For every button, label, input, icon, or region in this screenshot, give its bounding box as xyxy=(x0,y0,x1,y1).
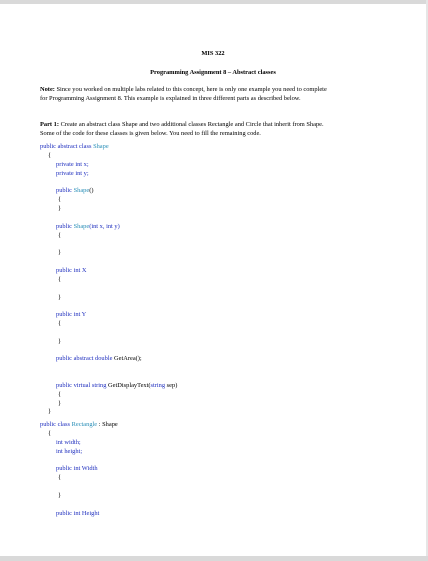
note-paragraph xyxy=(40,86,327,94)
note-line-1: Since you worked on multiple labs related to this concept, here is only one example you need to complete xyxy=(54,86,327,93)
open-brace: { xyxy=(58,391,62,398)
document-page xyxy=(0,4,426,556)
part1-line-1: Create an abstract class Shape and two additional classes Rectangle and Circle that inherit from Shape. xyxy=(59,121,324,128)
method-name: GetArea(); xyxy=(114,355,142,362)
part1-label: Part 1: xyxy=(40,121,59,128)
params: (int x, int y) xyxy=(89,223,120,230)
open-brace: { xyxy=(58,276,62,283)
constructor-params xyxy=(56,223,120,231)
keyword: public abstract double xyxy=(56,355,115,362)
param-type: string xyxy=(150,382,166,389)
property-height: public int Height xyxy=(56,510,100,517)
close-brace: } xyxy=(58,400,62,407)
rectangle-class-declaration xyxy=(40,421,118,429)
assignment-title: Programming Assignment 8 – Abstract classes xyxy=(150,69,276,76)
class-name: Rectangle xyxy=(71,421,98,428)
keyword: public xyxy=(56,187,74,194)
open-brace: { xyxy=(58,474,62,481)
open-brace: { xyxy=(48,430,52,437)
field-x: private int x; xyxy=(56,161,89,168)
field-width: int width; xyxy=(56,439,81,446)
keyword: public virtual string xyxy=(56,382,109,389)
field-y: private int y; xyxy=(56,170,89,177)
params: () xyxy=(89,187,94,194)
method-name: Shape xyxy=(73,187,90,194)
class-name: Shape xyxy=(93,143,109,150)
part1-paragraph xyxy=(40,121,324,129)
close-brace: } xyxy=(58,249,62,256)
param-name: sep) xyxy=(165,382,178,389)
close-brace: } xyxy=(58,205,62,212)
open-brace: { xyxy=(58,196,62,203)
keyword: public class xyxy=(40,421,72,428)
part1-line-2: Some of the code for these classes is given below. You need to fill the remaining code. xyxy=(40,130,261,137)
close-brace: } xyxy=(58,294,62,301)
open-brace: { xyxy=(58,232,62,239)
note-line-2: for Programming Assignment 8. This example is explained in three different parts as described below. xyxy=(40,95,301,102)
property-width: public int Width xyxy=(56,465,98,472)
keyword: public abstract class xyxy=(40,143,94,150)
open-brace: { xyxy=(58,320,62,327)
viewer-bottom-bar xyxy=(0,556,428,561)
base-class: : Shape xyxy=(97,421,118,428)
abstract-method-getarea xyxy=(56,355,142,363)
course-heading: MIS 322 xyxy=(201,50,225,57)
note-label: Note: xyxy=(40,86,55,93)
method-name: Shape xyxy=(73,223,90,230)
class-close-brace: } xyxy=(48,408,52,415)
property-x: public int X xyxy=(56,267,87,274)
close-brace: } xyxy=(58,492,62,499)
constructor-default xyxy=(56,187,93,195)
property-y: public int Y xyxy=(56,311,87,318)
open-brace: { xyxy=(48,152,52,159)
close-brace: } xyxy=(58,338,62,345)
keyword: public xyxy=(56,223,74,230)
virtual-method-getdisplaytext xyxy=(56,382,177,390)
field-height: int height; xyxy=(56,448,83,455)
shape-class-declaration xyxy=(40,143,109,151)
method-name: GetDisplayText( xyxy=(108,382,151,389)
